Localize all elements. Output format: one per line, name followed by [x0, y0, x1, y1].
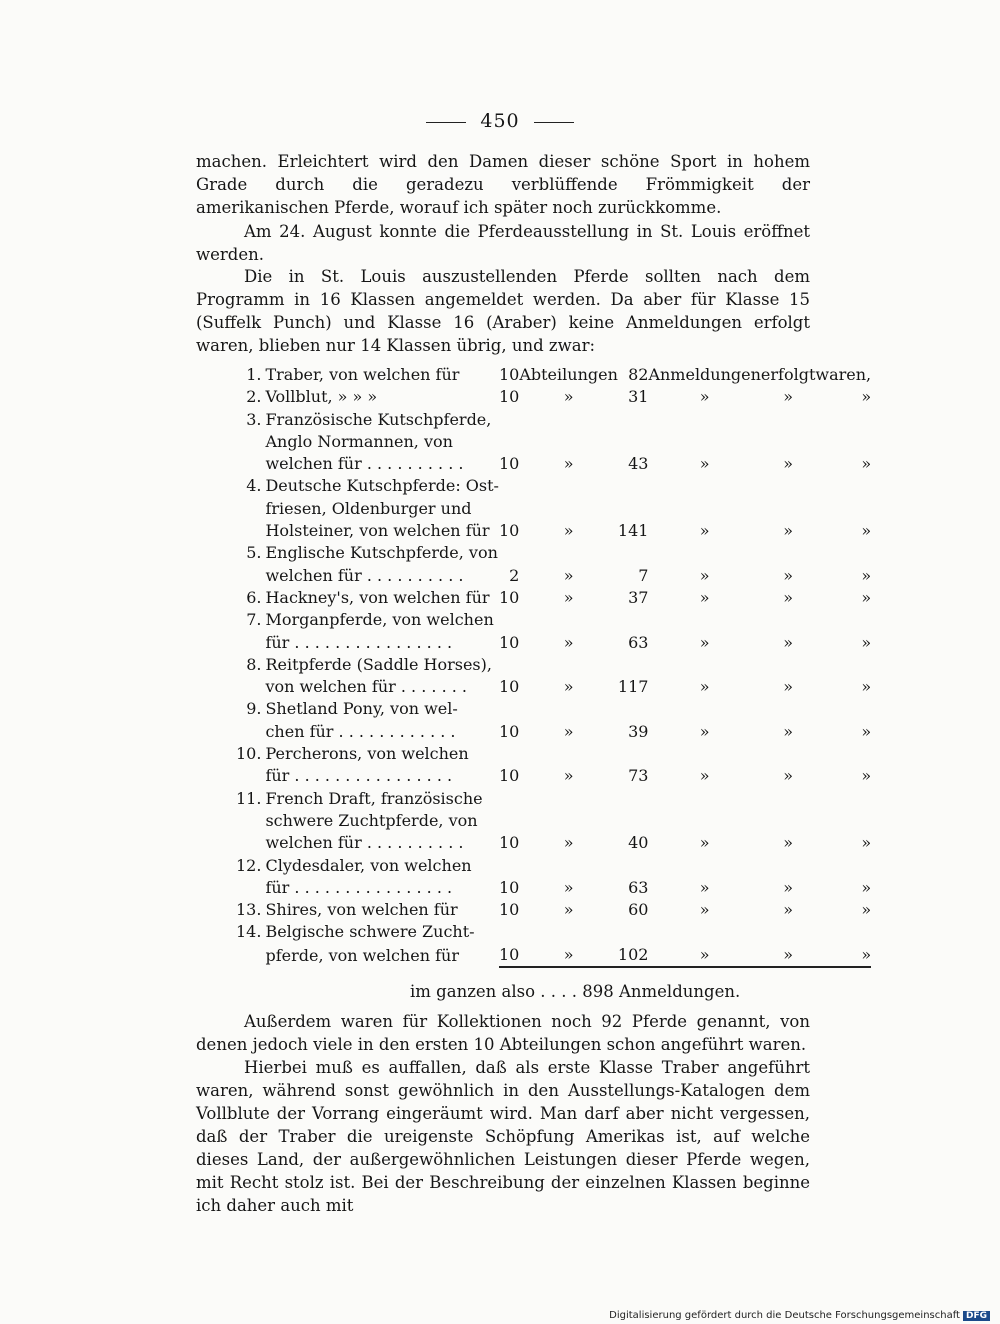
- table-cell-count: 141: [617, 521, 649, 541]
- table-cell-cwar: »: [861, 677, 872, 697]
- table-cell-c10: [499, 855, 519, 877]
- table-cell-cwar: [815, 498, 871, 520]
- table-row: [236, 498, 871, 520]
- table-cell-num: 6.: [246, 587, 262, 607]
- paragraph-1-text: machen. Erleichtert wird den Damen dieser schöne Sport in hohem Grade durch die geradezu verblüffende Frömmigkeit der amerikanischen Pferde, worauf ich später noch zurückkomme.: [196, 152, 810, 217]
- table-cell-canm: [648, 921, 760, 943]
- table-cell-num: 9.: [246, 699, 262, 719]
- table-cell-name: chen für . . . . . . . . . . . .: [265, 721, 456, 741]
- table-cell-name: Traber, von welchen für: [265, 365, 460, 384]
- table-cell-cwar: »: [815, 944, 871, 967]
- table-cell-name: Shires, von welchen für: [265, 900, 458, 920]
- table-cell-name: Reitpferde (Saddle Horses),: [265, 654, 492, 674]
- table-cell-canm: [648, 475, 760, 497]
- table-cell-canm: [648, 609, 760, 631]
- table-cell-cab: [519, 788, 618, 810]
- table-cell-c10: [499, 654, 519, 676]
- table-cell-num: 3.: [246, 409, 262, 429]
- table-cell-cab: [519, 609, 618, 631]
- digitization-footer: [609, 1310, 990, 1321]
- table-cell-name: Holsteiner, von welchen für: [265, 521, 490, 541]
- table-cell-cwar: »: [861, 454, 872, 474]
- table-cell-cwar: [815, 542, 871, 564]
- table-cell-cwar: [815, 743, 871, 765]
- paragraph-4-text: Außerdem waren für Kollektionen noch 92 Pferde genannt, von denen jedoch viele in den ersten 10 Abteilungen schon angeführt waren.: [196, 1012, 810, 1054]
- table-cell-count: [618, 855, 649, 877]
- table-cell-name: friesen, Oldenburger und: [265, 498, 472, 518]
- table-cell-count: 82: [628, 365, 649, 384]
- table-cell-num: 12.: [236, 855, 262, 875]
- table-row: [236, 542, 871, 564]
- table-cell-cerf: »: [783, 387, 794, 407]
- table-cell-cerf: [761, 475, 815, 497]
- table-cell-num: 5.: [246, 543, 262, 563]
- table-cell-c10: 10: [498, 365, 520, 384]
- table-cell-num: [236, 676, 265, 698]
- table-cell-c10: 2: [509, 565, 520, 585]
- table-cell-cab: [519, 498, 618, 520]
- table-cell-canm: [648, 542, 760, 564]
- table-row: [236, 743, 871, 765]
- table-cell-num: [236, 453, 265, 475]
- table-row: [236, 565, 871, 587]
- table-cell-c10: [499, 788, 519, 810]
- table-cell-count: 117: [617, 677, 649, 697]
- table-cell-name: Morganpferde, von welchen: [265, 610, 494, 630]
- table-cell-num: 2.: [246, 387, 262, 407]
- table-cell-count: 31: [628, 387, 649, 407]
- table-cell-num: 13.: [236, 900, 262, 920]
- table-cell-num: 8.: [246, 654, 262, 674]
- table-row: [236, 698, 871, 720]
- table-cell-count: 102: [618, 944, 649, 967]
- table-cell-c10: [499, 498, 519, 520]
- paragraph-3: [196, 265, 810, 357]
- table-cell-canm: »: [699, 587, 710, 607]
- table-cell-cerf: [761, 743, 815, 765]
- registrations-table: [236, 364, 871, 968]
- table-cell-count: 63: [628, 877, 649, 897]
- table-cell-count: 39: [628, 721, 649, 741]
- table-cell-count: 40: [628, 833, 649, 853]
- table-cell-name: Anglo Normannen, von: [265, 431, 453, 451]
- total-line: im ganzen also . . . . 898 Anmeldungen.: [410, 982, 741, 1001]
- table-row: [236, 609, 871, 631]
- table-cell-cerf: [761, 698, 815, 720]
- table-cell-cwar: »: [861, 833, 872, 853]
- table-cell-cerf: »: [783, 632, 794, 652]
- table-cell-count: [618, 654, 649, 676]
- table-cell-cab: Abteilungen: [519, 365, 618, 384]
- table-row: [236, 921, 871, 943]
- table-cell-c10: 10: [498, 387, 520, 407]
- table-cell-canm: »: [699, 721, 710, 741]
- table-cell-name: für . . . . . . . . . . . . . . . .: [265, 632, 453, 652]
- table-cell-cab: [519, 542, 618, 564]
- table-cell-name: welchen für . . . . . . . . . .: [265, 833, 464, 853]
- table-cell-canm: [648, 498, 760, 520]
- table-cell-c10: [499, 431, 519, 453]
- paragraph-5: [196, 1056, 810, 1217]
- table-cell-count: 7: [638, 565, 649, 585]
- table-cell-num: [236, 810, 265, 832]
- class-list-table: [236, 364, 872, 968]
- table-cell-cerf: »: [783, 677, 794, 697]
- table-cell-cab: [519, 475, 618, 497]
- table-cell-cwar: [815, 654, 871, 676]
- table-cell-num: [236, 498, 265, 520]
- table-cell-name: schwere Zuchtpferde, von: [265, 810, 478, 830]
- table-cell-c10: 10: [498, 877, 520, 897]
- table-cell-count: [618, 810, 649, 832]
- table-cell-canm: [648, 855, 760, 877]
- table-cell-cerf: »: [783, 721, 794, 741]
- table-cell-cwar: »: [861, 587, 872, 607]
- table-row: [236, 788, 871, 810]
- table-cell-name: pferde, von welchen für: [265, 945, 459, 965]
- table-cell-cab: [519, 431, 618, 453]
- table-cell-cab: [519, 698, 618, 720]
- table-cell-cwar: [815, 921, 871, 943]
- table-cell-c10: 10: [498, 454, 520, 474]
- paragraph-3-text: Die in St. Louis auszustellenden Pferde sollten nach dem Programm in 16 Klassen angemeldet werden. Da aber für Klasse 15 (Suffelk Punch) und Klasse 16 (Araber) keine Anmeldungen erfolgt waren, blieben nur 14 Klassen übrig, und zwar:: [196, 267, 810, 355]
- table-cell-count: 73: [628, 766, 649, 786]
- table-cell-cerf: »: [783, 766, 794, 786]
- table-cell-name: Deutsche Kutschpferde: Ost-: [265, 476, 499, 496]
- table-cell-cwar: »: [861, 877, 872, 897]
- table-cell-count: 37: [628, 587, 649, 607]
- table-cell-cerf: [761, 788, 815, 810]
- table-cell-cerf: [761, 431, 815, 453]
- table-cell-cerf: [761, 542, 815, 564]
- table-cell-canm: »: [699, 632, 710, 652]
- table-cell-cwar: [815, 475, 871, 497]
- table-cell-c10: 10: [498, 833, 520, 853]
- table-cell-count: 63: [628, 632, 649, 652]
- table-cell-count: 43: [628, 454, 649, 474]
- table-cell-cab: [519, 743, 618, 765]
- table-cell-name: von welchen für . . . . . . .: [265, 677, 467, 697]
- table-cell-c10: [499, 810, 519, 832]
- paragraph-2-text: Am 24. August konnte die Pferdeausstellung in St. Louis eröffnet werden.: [196, 222, 810, 264]
- table-cell-cab: »: [563, 565, 574, 585]
- table-row: [236, 855, 871, 877]
- table-cell-name: Englische Kutschpferde, von: [265, 543, 498, 563]
- table-cell-count: [618, 788, 649, 810]
- table-cell-cab: [519, 810, 618, 832]
- table-cell-num: [236, 944, 265, 967]
- table-cell-count: [618, 409, 649, 431]
- table-cell-cwar: »: [861, 632, 872, 652]
- table-cell-canm: »: [648, 944, 760, 967]
- table-cell-canm: [648, 431, 760, 453]
- table-cell-cwar: [815, 788, 871, 810]
- table-cell-cab: »: [563, 766, 574, 786]
- table-cell-cwar: waren,: [815, 365, 872, 384]
- table-cell-num: 14.: [236, 922, 262, 942]
- page-number: [0, 110, 1000, 132]
- table-cell-cwar: »: [861, 521, 872, 541]
- table-cell-canm: »: [699, 521, 710, 541]
- table-cell-cerf: »: [761, 944, 815, 967]
- table-cell-cwar: »: [861, 766, 872, 786]
- table-cell-c10: [499, 921, 519, 943]
- table-cell-count: [618, 542, 649, 564]
- table-cell-cerf: [761, 409, 815, 431]
- table-row: [236, 431, 871, 453]
- table-cell-canm: »: [699, 900, 710, 920]
- dfg-logo: DFG: [963, 1311, 990, 1321]
- table-cell-count: [618, 743, 649, 765]
- table-cell-cerf: »: [783, 521, 794, 541]
- table-cell-cab: »: [563, 387, 574, 407]
- table-cell-canm: »: [699, 677, 710, 697]
- table-cell-cerf: »: [783, 877, 794, 897]
- table-row: [236, 632, 871, 654]
- table-cell-canm: Anmeldungen: [648, 365, 761, 384]
- paragraph-1: [196, 150, 810, 219]
- table-cell-cwar: [815, 409, 871, 431]
- table-cell-cab: »: [563, 454, 574, 474]
- table-cell-c10: [499, 609, 519, 631]
- table-cell-cab: »: [563, 721, 574, 741]
- table-row: [236, 654, 871, 676]
- table-cell-cerf: [761, 855, 815, 877]
- table-cell-name: Clydesdaler, von welchen: [265, 855, 472, 875]
- table-cell-canm: »: [699, 833, 710, 853]
- table-cell-cerf: »: [783, 833, 794, 853]
- table-cell-canm: »: [699, 387, 710, 407]
- table-cell-canm: [648, 810, 760, 832]
- table-cell-canm: [648, 654, 760, 676]
- table-cell-canm: [648, 698, 760, 720]
- table-cell-cerf: erfolgt: [760, 365, 816, 384]
- table-cell-cab: [519, 409, 618, 431]
- table-cell-cwar: [815, 698, 871, 720]
- table-row: [236, 386, 871, 408]
- table-cell-c10: [499, 542, 519, 564]
- paragraph-2: [196, 220, 810, 266]
- table-cell-cerf: [761, 498, 815, 520]
- table-cell-cerf: »: [783, 565, 794, 585]
- paragraph-5-text: Hierbei muß es auffallen, daß als erste Klasse Traber angeführt waren, während sonst gewöhnlich in den Ausstellungs-Katalogen dem Vollblute der Vorrang eingeräumt wird. Man darf aber nicht vergessen, daß der Traber die ureigenste Schöpfung Amerikas ist, auf welche dieses Land, der außergewöhnlichen Leistungen dieser Pferde wegen, mit Recht stolz ist. Bei der Beschreibung der einzelnen Klassen beginne ich daher auch mit: [196, 1058, 810, 1215]
- table-row: [236, 676, 871, 698]
- table-cell-count: 60: [628, 900, 649, 920]
- table-row: [236, 587, 871, 609]
- table-cell-canm: »: [699, 565, 710, 585]
- table-cell-num: 11.: [236, 788, 262, 808]
- table-cell-cab: »: [563, 521, 574, 541]
- table-row: [236, 520, 871, 542]
- table-row: [236, 721, 871, 743]
- table-cell-c10: 10: [498, 766, 520, 786]
- table-cell-num: 4.: [246, 476, 262, 496]
- table-cell-cerf: »: [783, 587, 794, 607]
- table-cell-c10: [499, 475, 519, 497]
- table-cell-count: [618, 921, 649, 943]
- paragraph-4: [196, 1010, 810, 1056]
- table-cell-name: für . . . . . . . . . . . . . . . .: [265, 766, 453, 786]
- table-cell-num: [236, 832, 265, 854]
- table-row: [236, 364, 871, 386]
- table-cell-name: welchen für . . . . . . . . . .: [265, 454, 464, 474]
- table-row: [236, 409, 871, 431]
- table-cell-name: French Draft, französische: [265, 788, 483, 808]
- table-cell-cab: »: [563, 587, 574, 607]
- table-cell-cab: [519, 921, 618, 943]
- table-cell-count: [618, 698, 649, 720]
- page-number-rule-right: [534, 122, 574, 123]
- table-cell-num: [236, 765, 265, 787]
- table-cell-cerf: »: [783, 900, 794, 920]
- table-cell-cerf: »: [783, 454, 794, 474]
- table-cell-num: [236, 632, 265, 654]
- table-cell-cwar: »: [861, 900, 872, 920]
- table-cell-cwar: »: [861, 387, 872, 407]
- table-row: [236, 453, 871, 475]
- table-cell-canm: [648, 743, 760, 765]
- table-cell-c10: 10: [498, 900, 520, 920]
- table-cell-num: [236, 520, 265, 542]
- table-cell-cwar: [815, 609, 871, 631]
- table-cell-c10: [499, 409, 519, 431]
- table-body: [236, 364, 871, 967]
- table-cell-count: [618, 609, 649, 631]
- table-cell-cerf: [761, 810, 815, 832]
- table-cell-canm: »: [699, 454, 710, 474]
- table-row: [236, 475, 871, 497]
- table-cell-name: Hackney's, von welchen für: [265, 587, 490, 607]
- table-cell-count: [618, 475, 649, 497]
- page-number-text: 450: [480, 110, 520, 132]
- table-cell-c10: 10: [498, 677, 520, 697]
- table-cell-c10: [499, 743, 519, 765]
- table-cell-count: [618, 498, 649, 520]
- table-cell-num: [236, 877, 265, 899]
- table-cell-cerf: [761, 921, 815, 943]
- table-cell-cab: »: [563, 632, 574, 652]
- table-cell-cwar: [815, 810, 871, 832]
- table-cell-cerf: [761, 654, 815, 676]
- table-cell-name: für . . . . . . . . . . . . . . . .: [265, 877, 453, 897]
- table-cell-name: Shetland Pony, von wel-: [265, 699, 458, 719]
- table-cell-cab: »: [563, 833, 574, 853]
- table-cell-num: [236, 431, 265, 453]
- table-cell-c10: 10: [498, 632, 520, 652]
- footer-text: Digitalisierung gefördert durch die Deutsche Forschungsgemeinschaft: [609, 1310, 960, 1321]
- table-row: [236, 944, 871, 967]
- table-cell-canm: [648, 409, 760, 431]
- table-cell-cwar: »: [861, 565, 872, 585]
- table-row: [236, 877, 871, 899]
- table-cell-num: [236, 565, 265, 587]
- table-cell-cab: »: [563, 677, 574, 697]
- table-cell-name: welchen für . . . . . . . . . .: [265, 565, 464, 585]
- table-row: [236, 765, 871, 787]
- table-row: [236, 899, 871, 921]
- table-cell-num: [236, 721, 265, 743]
- table-cell-cab: [519, 855, 618, 877]
- table-cell-cab: »: [563, 877, 574, 897]
- table-cell-cab: »: [519, 944, 618, 967]
- table-cell-name: Französische Kutschpferde,: [265, 409, 492, 429]
- table-cell-count: [618, 431, 649, 453]
- table-cell-c10: [499, 698, 519, 720]
- table-cell-num: 10.: [236, 744, 262, 764]
- table-cell-cerf: [761, 609, 815, 631]
- table-cell-cab: »: [563, 900, 574, 920]
- table-row: [236, 832, 871, 854]
- table-cell-cwar: [815, 431, 871, 453]
- table-cell-name: Percherons, von welchen: [265, 744, 469, 764]
- table-cell-canm: »: [699, 766, 710, 786]
- table-cell-canm: »: [699, 877, 710, 897]
- table-cell-num: 7.: [246, 610, 262, 630]
- table-cell-cab: [519, 654, 618, 676]
- table-cell-canm: [648, 788, 760, 810]
- table-cell-cwar: [815, 855, 871, 877]
- table-row: [236, 810, 871, 832]
- table-cell-num: 1.: [246, 365, 262, 384]
- table-cell-c10: 10: [498, 521, 520, 541]
- page-number-rule-left: [426, 122, 466, 123]
- table-cell-c10: 10: [498, 587, 520, 607]
- table-cell-c10: 10: [498, 721, 520, 741]
- table-cell-name: Belgische schwere Zucht-: [265, 922, 475, 942]
- table-cell-name: Vollblut, » » »: [265, 387, 378, 407]
- table-cell-c10: 10: [499, 944, 519, 967]
- table-cell-cwar: »: [861, 721, 872, 741]
